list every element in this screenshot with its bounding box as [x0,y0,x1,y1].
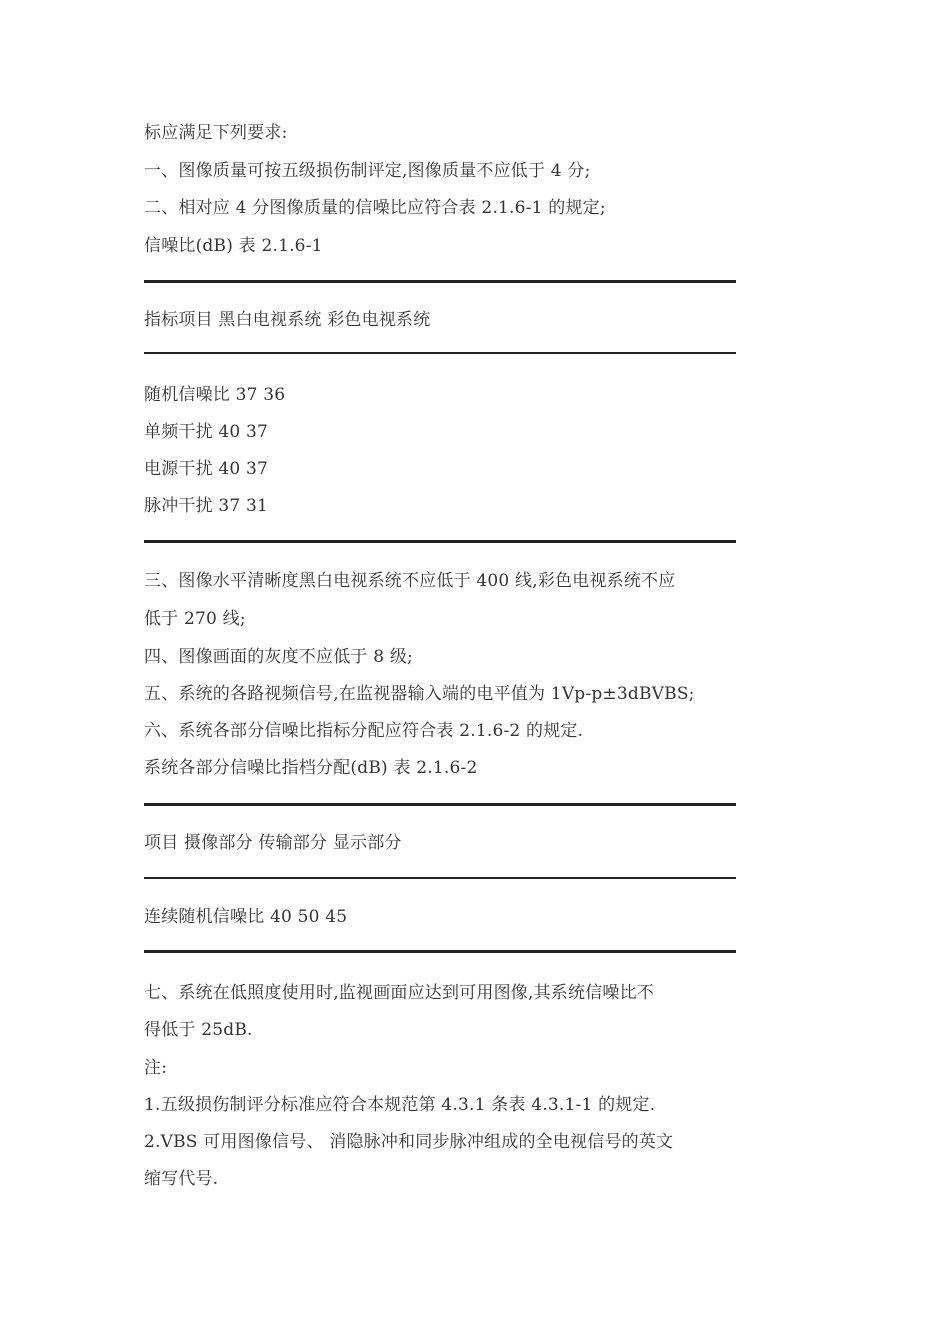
table2-bottom-rule [144,950,736,953]
requirement-5: 五、系统的各路视频信号,在监视器输入端的电平值为 1Vp-p±3dBVBS; [144,684,695,704]
note-2-line1: 2.VBS 可用图像信号、 消隐脉冲和同步脉冲组成的全电视信号的英文 [144,1132,674,1152]
table1-header: 指标项目 黑白电视系统 彩色电视系统 [144,310,431,330]
table2-top-rule [144,803,736,806]
table1-caption: 信噪比(dB) 表 2.1.6-1 [144,236,323,256]
table1-row: 电源干扰 40 37 [144,459,269,479]
requirement-4: 四、图像画面的灰度不应低于 8 级; [144,647,413,667]
table1-row: 单频干扰 40 37 [144,422,269,442]
table2-header-rule [144,877,736,879]
table2-row: 连续随机信噪比 40 50 45 [144,907,348,927]
note-1: 1.五级损伤制评分标准应符合本规范第 4.3.1 条表 4.3.1-1 的规定. [144,1095,656,1115]
notes-label: 注: [144,1058,168,1078]
table1-header-rule [144,352,736,354]
note-2-line2: 缩写代号. [144,1169,219,1189]
requirement-1: 一、图像质量可按五级损伤制评定,图像质量不应低于 4 分; [144,161,591,181]
table1-top-rule [144,280,736,283]
requirement-3-line2: 低于 270 线; [144,609,246,629]
requirement-2: 二、相对应 4 分图像质量的信噪比应符合表 2.1.6-1 的规定; [144,198,606,218]
table1-row: 随机信噪比 37 36 [144,385,286,405]
requirement-3-line1: 三、图像水平清晰度黑白电视系统不应低于 400 线,彩色电视系统不应 [144,571,676,591]
requirement-6: 六、系统各部分信噪比指标分配应符合表 2.1.6-2 的规定. [144,721,584,741]
intro-text: 标应满足下列要求: [144,123,288,143]
requirement-7-line2: 得低于 25dB. [144,1020,253,1040]
table1-bottom-rule [144,540,736,543]
table2-caption: 系统各部分信噪比指档分配(dB) 表 2.1.6-2 [144,758,478,778]
table1-row: 脉冲干扰 37 31 [144,496,269,516]
requirement-7-line1: 七、系统在低照度使用时,监视画面应达到可用图像,其系统信噪比不 [144,983,655,1003]
table2-header: 项目 摄像部分 传输部分 显示部分 [144,833,402,853]
